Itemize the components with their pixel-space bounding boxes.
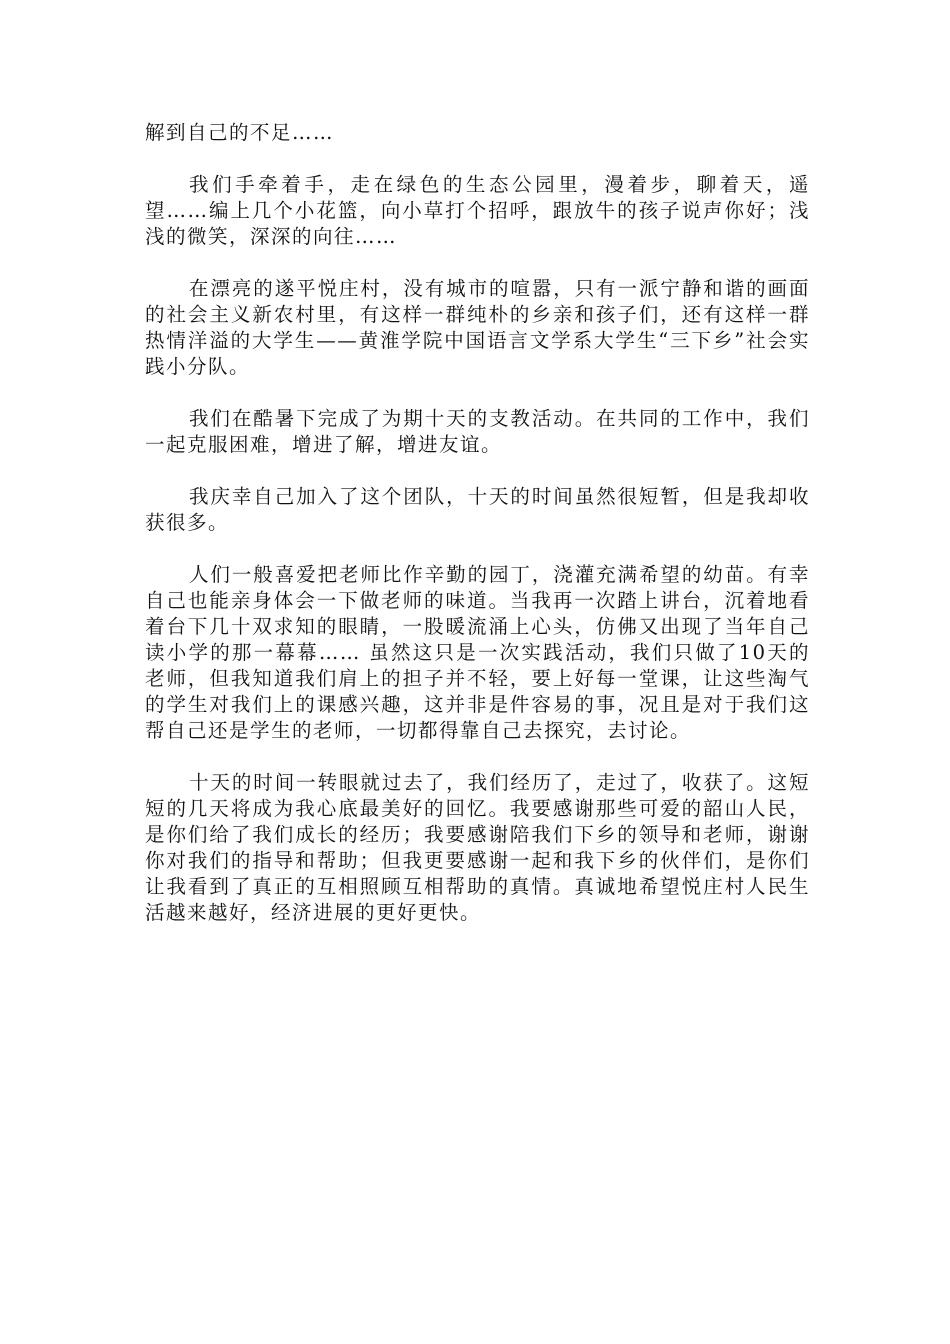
paragraph-teacher-experience: 人们一般喜爱把老师比作辛勤的园丁，浇灌充满希望的幼苗。有幸自己也能亲身体会一下做老师的味道。当我再一次踏上讲台，沉着地看着台下几十双求知的眼睛，一股暖流涌上心头，仿佛又出现了当年自己读小学的那一幕幕…… 虽然这只是一次实践活动，我们只做了10天的老师，但我知道我们肩上的担子并不轻，要上好每一堂课，让这些淘气的学生对我们上的课感兴趣，这并非是件容易的事，况且是对于我们这帮自己还是学生的老师，一切都得靠自己去探究，去讨论。 (145, 563, 810, 742)
paragraph-gratitude: 十天的时间一转眼就过去了，我们经历了，走过了，收获了。这短短的几天将成为我心底最美好的回忆。我要感谢那些可爱的韶山人民，是你们给了我们成长的经历；我要感谢陪我们下乡的领导和老师，谢谢你对我们的指导和帮助；但我更要感谢一起和我下乡的伙伴们，是你们让我看到了真正的互相照顾互相帮助的真情。真诚地希望悦庄村人民生活越来越好，经济进展的更好更快。 (145, 771, 810, 924)
paragraph-continuation: 解到自己的不足…… (145, 121, 335, 144)
paragraph-teaching-activity: 我们在酷暑下完成了为期十天的支教活动。在共同的工作中，我们一起克服困难，增进了解，增进友谊。 (145, 407, 810, 456)
paragraph-joined-team: 我庆幸自己加入了这个团队，十天的时间虽然很短暂，但是我却收获很多。 (145, 485, 810, 534)
paragraph-village-team: 在漂亮的遂平悦庄村，没有城市的喧嚣，只有一派宁静和谐的画面的社会主义新农村里，有这样一群纯朴的乡亲和孩子们，还有这样一群热情洋溢的大学生——黄淮学院中国语言文学系大学生“三下乡”社会实践小分队。 (145, 277, 810, 378)
paragraph-eco-park: 我们手牵着手，走在绿色的生态公园里，漫着步，聊着天，遥望……编上几个小花篮，向小草打个招呼，跟放牛的孩子说声你好；浅浅的微笑，深深的向往…… (145, 173, 810, 248)
document-body (145, 120, 810, 952)
